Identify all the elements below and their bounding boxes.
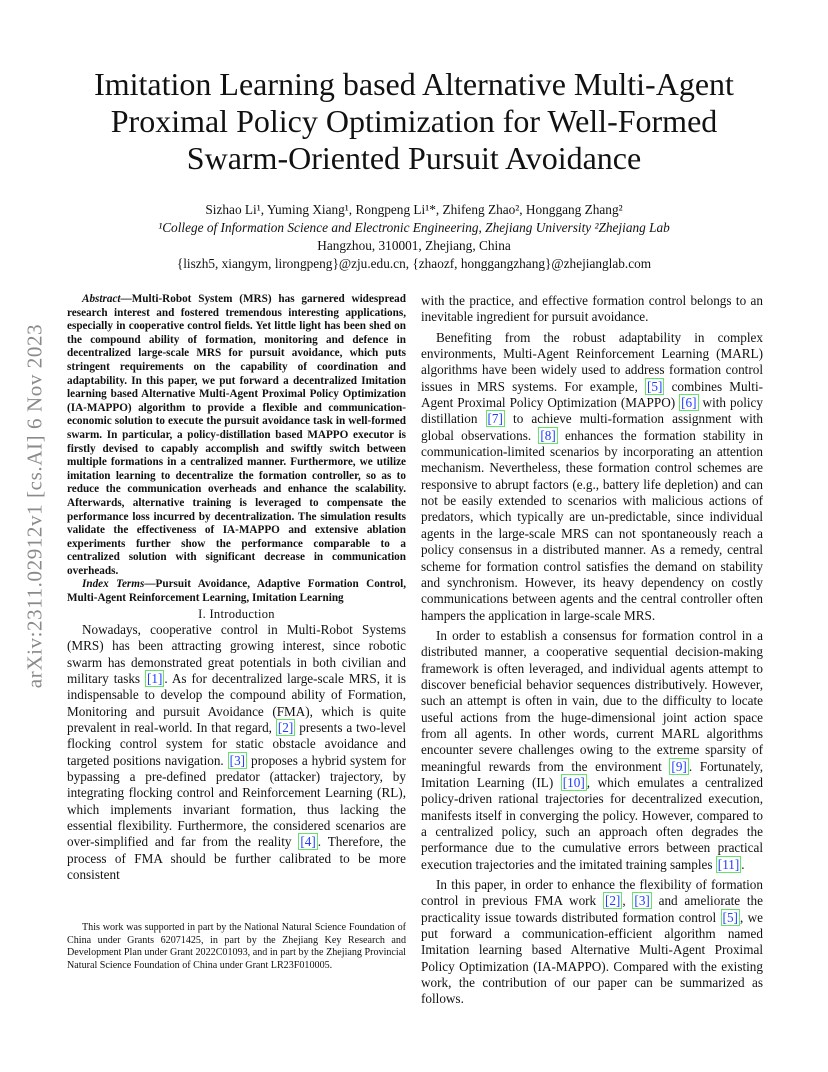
funding-footnote: This work was supported in part by the National Natural Science Foundation of China under Grants 62071425, in part by the Zhejiang Key Research and Development Plan under Grant 2022C01093, and in part by the Zhejiang Provincial Natural Science Foundation of China under Grant LR23F010005. xyxy=(67,922,406,971)
right-column xyxy=(421,293,763,1008)
citation-link[interactable]: [4] xyxy=(300,834,316,850)
abstract xyxy=(67,293,406,578)
index-terms xyxy=(67,578,406,605)
abstract-label: Abstract xyxy=(82,293,121,305)
emails: {liszh5, xiangym, lirongpeng}@zju.edu.cn, {zhaozf, honggangzhang}@zhejianglab.com xyxy=(176,256,652,271)
citation-link[interactable]: [1] xyxy=(147,671,163,687)
section-heading-introduction: I. Introduction xyxy=(198,606,275,621)
affiliation: ¹College of Information Science and Electronic Engineering, Zhejiang University ²Zhejiang Lab xyxy=(158,220,670,235)
citation-link[interactable]: [11] xyxy=(717,856,740,872)
intro-paragraph-4: In this paper, in order to enhance the flexibility of formation control in previous FMA work [2] , [3] and ameliorate the practicality issue towards distributed formation control [5] , we put forward a communication-efficient algorithm named Imitation learning based Alternative Multi-Agent Proximal Policy Optimization (IA-MAPPO). Compared with the existing work, the contribution of our paper can be summarized as follows. xyxy=(421,877,763,1007)
citation-link[interactable]: [9] xyxy=(671,758,687,774)
index-terms-label: Index Terms xyxy=(82,578,145,591)
citation-link[interactable]: [2] xyxy=(277,720,294,736)
citation-link[interactable]: [3] xyxy=(634,893,650,909)
intro-paragraph-1: Nowadays, cooperative control in Multi-Robot Systems (MRS) has been attracting growing interest, since robotic swarm has demonstrated great potentials in both civilian and military tasks [1] . As for decentralized large-scale MRS, it is indispensable to develop the compound ability of Formation, Monitoring and pursuit Avoidance (FMA), which is quite prevalent in real-world. In that regard, [2] presents a two-level flocking control system for static obstacle avoidance and targeted positions navigation. [3] proposes a hybrid system for bypassing a pre-defined predator (attacker) trajectory, by integrating flocking control and Reinforcement Learning (RL), which implements invariant formation, thus lacking the essential flexibility. Furthermore, the considered scenarios are over-simplified and far from the reality [4] . Therefore, the process of FMA should be further calibrated to be more consistent xyxy=(67,622,406,883)
intro-paragraph-3: In order to establish a consensus for formation control in a distributed manner, a cooperative sequential decision-making framework is often leveraged, and individual agents attempt to discover beneficial behavior sequences distributively. However, such an attempt is often in vain, due to the difficulty to locate useful actions from the huge-dimensional joint action space from all agents. In other words, current MARL algorithms encounter severe challenges owing to the extreme sparsity of meaningful rewards from the environment [9] . Fortunately, Imitation Learning (IL) [10] , which emulates a centralized policy-driven rational trajectories for decentralized execution, manifests itself in converging the policy. However, compared to a centralized policy, such an approach often degrades the performance due to the cumulative errors between practical execution trajectories and the imitated training samples [11] . xyxy=(421,627,763,872)
citation-link[interactable]: [3] xyxy=(229,752,246,768)
citation-link[interactable]: [8] xyxy=(540,427,556,443)
citation-link[interactable]: [6] xyxy=(681,395,697,411)
citation-link[interactable]: [2] xyxy=(604,893,621,909)
paper-title: Imitation Learning based Alternative Multi-Agent Proximal Policy Optimization for Well-Formed Swarm-Oriented Pursuit Avoidance xyxy=(94,66,734,176)
arxiv-stamp xyxy=(12,296,58,716)
author-names: Sizhao Li¹, Yuming Xiang¹, Rongpeng Li¹*, Zhifeng Zhao², Honggang Zhang² xyxy=(205,202,623,217)
address: Hangzhou, 310001, Zhejiang, China xyxy=(317,238,511,253)
index-terms-text: —Pursuit Avoidance, Adaptive Formation Control, Multi-Agent Reinforcement Learning, Imitation Learning xyxy=(67,578,406,605)
abstract-text: —Multi-Robot System (MRS) has garnered widespread research interest and fostered tremendous interesting applications, especially in cooperative control fields. Yet little light has been shed on the compound ability of formation, monitoring and defence in decentralized large-scale MRS for pursuit avoidance, which puts stringent requirements on the capability of coordination and adaptability. In this paper, we put forward a decentralized Imitation learning based Alternative Multi-Agent Proximal Policy Optimization (IA-MAPPO) algorithm to provide a flexible and communication-economic solution to execute the pursuit avoidance task in well-formed swarm. In particular, a policy-distillation based MAPPO executor is firstly devised to capably accomplish and swiftly switch between multiple formations in a centralized manner. Furthermore, we utilize imitation learning to decentralize the formation controller, so as to reduce the communication overheads and enhance the scalability. Afterwards, alternative training is leveraged to compensate the performance loss incurred by decentralization. The simulation results validate the effectiveness of IA-MAPPO and extensive ablation experiments further show the performance comparable to a centralized solution with significant decrease in communication overheads. xyxy=(67,293,406,577)
continued-paragraph: with the practice, and effective formation control belongs to an inevitable ingredient for pursuit avoidance. xyxy=(421,293,763,325)
citation-link[interactable]: [10] xyxy=(562,774,585,790)
citation-link[interactable]: [7] xyxy=(487,411,503,427)
arxiv-id: arXiv:2311.02912v1 [cs.AI] 6 Nov 2023 xyxy=(22,323,47,689)
left-column xyxy=(67,293,406,884)
author-block xyxy=(66,201,762,273)
citation-link[interactable]: [5] xyxy=(647,378,663,394)
intro-paragraph-2: Benefiting from the robust adaptability in complex environments, Multi-Agent Reinforcement Learning (MARL) algorithms have been widely used to address formation control issues in MRS systems. For example, [5] combines Multi-Agent Proximal Policy Optimization (MAPPO) [6] with policy distillation [7] to achieve multi-formation assignment with global observations. [8] enhances the formation stability in communication-limited scenarios by incorporating an attention mechanism. Nevertheless, these formation control schemes are responsive to abrupt factors (e.g., battery life depletion) and can not be easily extended to scenarios with malicious actions of predators, which typically are un-predictable, since individual agents in the large-scale MRS can not spontaneously reach a policy consensus in a distributed manner. As a remedy, central scheme for formation control satisfies the demand on stability and synchronism. However, its heavy dependency on costly communications between agents and the central controller often hampers the application in large-scale MRS. xyxy=(421,329,763,623)
citation-link[interactable]: [5] xyxy=(722,909,738,925)
